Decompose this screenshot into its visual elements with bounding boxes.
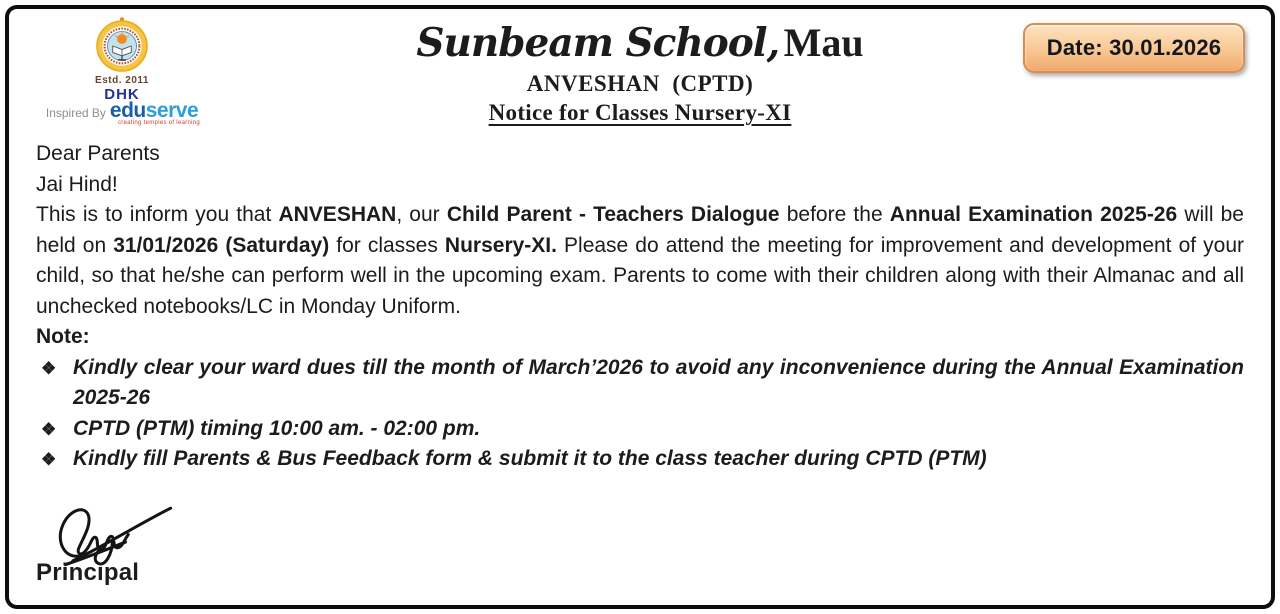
salutation: Dear Parents	[36, 142, 160, 165]
eduserve-wordmark: eduserve	[109, 99, 199, 123]
note-label: Note:	[36, 325, 90, 348]
list-item-text: Kindly fill Parents & Bus Feedback form & submit it to the class teacher during CPTD (PTM)	[73, 447, 987, 470]
school-emblem-icon	[93, 17, 151, 75]
diamond-bullet-icon: ❖	[41, 419, 57, 439]
diamond-bullet-icon: ❖	[41, 358, 57, 378]
list-item	[36, 353, 1244, 414]
school-name	[416, 20, 864, 66]
list-item	[36, 444, 1244, 475]
logo-estd-text: Estd. 2011	[95, 75, 149, 86]
school-logo	[27, 17, 217, 126]
list-item-text: CPTD (PTM) timing 10:00 am. - 02:00 pm.	[73, 416, 481, 440]
greeting: Jai Hind!	[36, 172, 118, 196]
logo-brand-row	[27, 99, 217, 123]
notice-header	[9, 9, 1271, 131]
event-subtitle: ANVESHAN (CPTD)	[526, 71, 754, 96]
notice-document	[5, 5, 1275, 609]
inspired-by-label: Inspired By	[45, 106, 106, 121]
signature-block	[36, 495, 192, 587]
eduserve-tagline: creating temples of learning	[117, 120, 201, 127]
notice-paragraph: This is to inform you that ANVESHAN, our Child Parent - Teachers Dialogue before the Annual Examination 2025-26 will be held on 31/01/2026 (Saturday) for classes Nursery-XI. Please do attend the meeting for improvement and development of your child, so that he/she can perform well in the upcoming exam. Parents to come with their children along with their Almanac and all unchecked notebooks/LC in Monday Uniform.	[36, 203, 1244, 318]
notice-body	[9, 131, 1271, 475]
date-badge: Date: 30.01.2026	[1023, 23, 1245, 73]
school-name-blackletter: Sunbeam School,	[416, 20, 780, 66]
note-list	[36, 353, 1244, 475]
signatory-title: Principal	[36, 559, 140, 586]
notice-title: Notice for Classes Nursery-XI	[488, 100, 792, 125]
diamond-bullet-icon: ❖	[41, 450, 57, 469]
title-block	[416, 20, 864, 126]
logo-dhk-text: DHK	[104, 85, 140, 103]
school-city: Mau	[783, 20, 864, 65]
list-item	[36, 414, 1244, 445]
list-item-text: Kindly clear your ward dues till the month of March’2026 to avoid any inconvenience during the Annual Examination 2025-26	[73, 355, 1244, 409]
